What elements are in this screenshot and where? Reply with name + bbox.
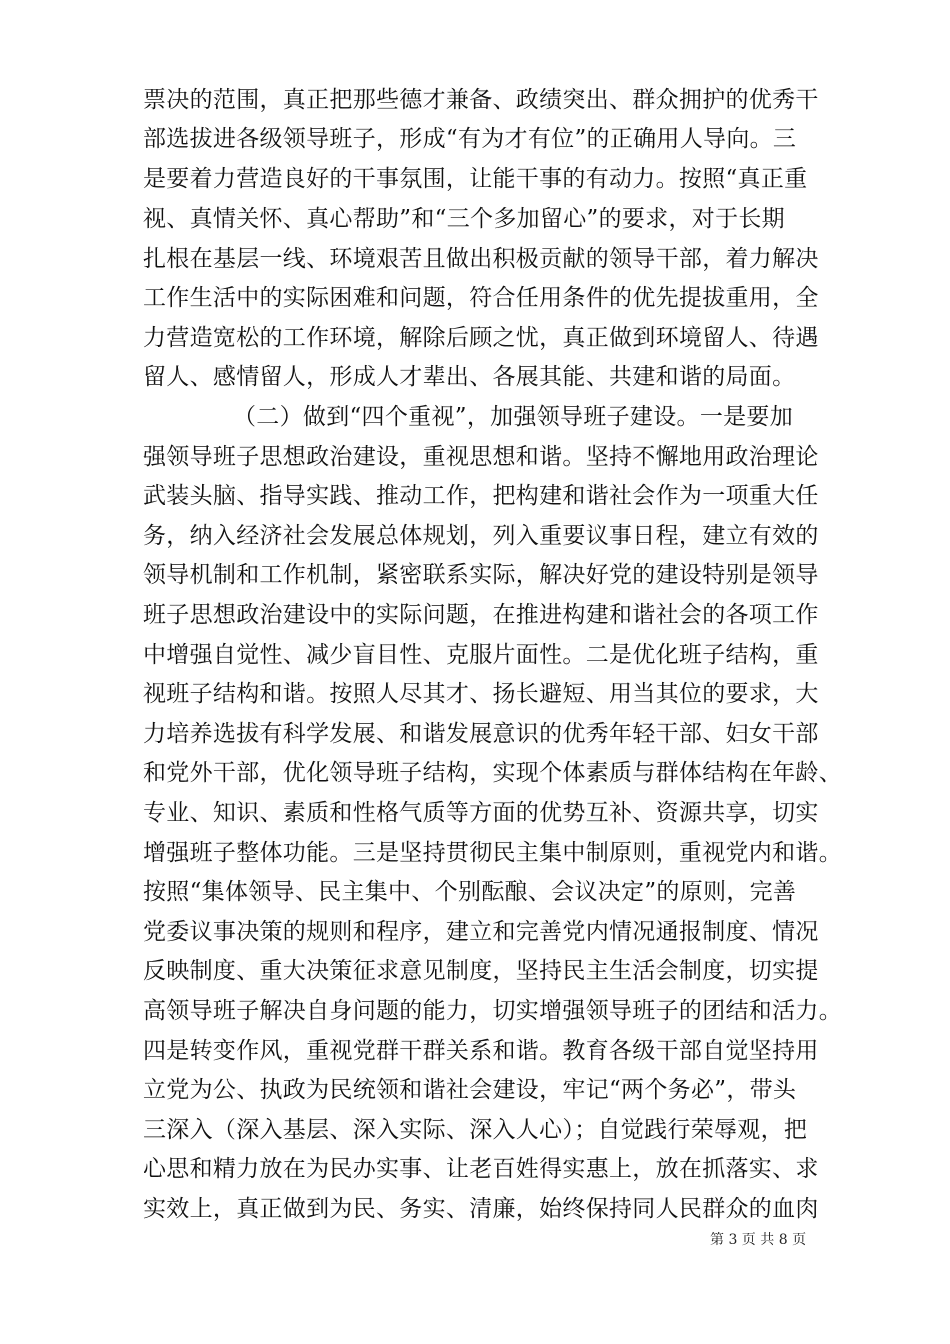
body-text-line: 力培养选拔有科学发展、和谐发展意识的优秀年轻干部、妇女干部 <box>143 721 819 747</box>
page-number: 第 3 页 共 8 页 <box>710 1232 807 1248</box>
body-text-line: 实效上，真正做到为民、务实、清廉，始终保持同人民群众的血肉 <box>143 1196 819 1222</box>
body-text-line: 务，纳入经济社会发展总体规划，列入重要议事日程，建立有效的 <box>143 523 819 549</box>
body-text-line: 工作生活中的实际困难和问题，符合任用条件的优先提拔重用，全 <box>143 285 819 311</box>
body-text-line: 班子思想政治建设中的实际问题，在推进构建和谐社会的各项工作 <box>143 602 819 628</box>
body-text-line: 心思和精力放在为民办实事、让老百姓得实惠上，放在抓落实、求 <box>143 1156 819 1182</box>
body-text-line: 是要着力营造良好的干事氛围，让能干事的有动力。按照“真正重 <box>143 166 808 192</box>
body-text-line: 领导机制和工作机制，紧密联系实际，解决好党的建设特别是领导 <box>143 562 819 588</box>
body-text-line: 和党外干部，优化领导班子结构，实现个体素质与群体结构在年龄、 <box>143 760 842 786</box>
body-text-line: 中增强自觉性、减少盲目性、克服片面性。二是优化班子结构，重 <box>143 642 819 668</box>
section-heading-line: （二）做到“四个重视”，加强领导班子建设。一是要加 <box>233 404 794 430</box>
body-text-line: 力营造宽松的工作环境，解除后顾之忧，真正做到环境留人、待遇 <box>143 325 819 351</box>
body-text-line: 扎根在基层一线、环境艰苦且做出积极贡献的领导干部，着力解决 <box>143 246 819 272</box>
body-text-line: 增强班子整体功能。三是坚持贯彻民主集中制原则，重视党内和谐。 <box>143 840 842 866</box>
body-text-line: 党委议事决策的规则和程序，建立和完善党内情况通报制度、情况 <box>143 919 819 945</box>
body-text-line: 三深入（深入基层、深入实际、深入人心）；自觉践行荣辱观，把 <box>143 1117 808 1143</box>
body-text-line: 视、真情关怀、真心帮助”和“三个多加留心”的要求，对于长期 <box>143 206 785 232</box>
body-text-line: 强领导班子思想政治建设，重视思想和谐。坚持不懈地用政治理论 <box>143 444 819 470</box>
body-text-line: 留人、感情留人，形成人才辈出、各展其能、共建和谐的局面。 <box>143 364 796 390</box>
body-text-line: 四是转变作风，重视党群干群关系和谐。教育各级干部自觉坚持用 <box>143 1038 819 1064</box>
body-text-line: 反映制度、重大决策征求意见制度，坚持民主生活会制度，切实提 <box>143 958 819 984</box>
body-text-line: 武装头脑、指导实践、推动工作，把构建和谐社会作为一项重大任 <box>143 483 819 509</box>
body-text-line: 按照“集体领导、民主集中、个别酝酿、会议决定”的原则，完善 <box>143 879 797 905</box>
body-text-line: 票决的范围，真正把那些德才兼备、政绩突出、群众拥护的优秀干 <box>143 87 819 113</box>
body-text-line: 视班子结构和谐。按照人尽其才、扬长避短、用当其位的要求，大 <box>143 681 819 707</box>
body-text-line: 部选拔进各级领导班子，形成“有为才有位”的正确用人导向。三 <box>143 126 797 152</box>
body-text-line: 立党为公、执政为民统领和谐社会建设，牢记“两个务必”，带头 <box>143 1077 797 1103</box>
body-text-line: 高领导班子解决自身问题的能力，切实增强领导班子的团结和活力。 <box>143 998 842 1024</box>
body-text-line: 专业、知识、素质和性格气质等方面的优势互补、资源共享，切实 <box>143 800 819 826</box>
